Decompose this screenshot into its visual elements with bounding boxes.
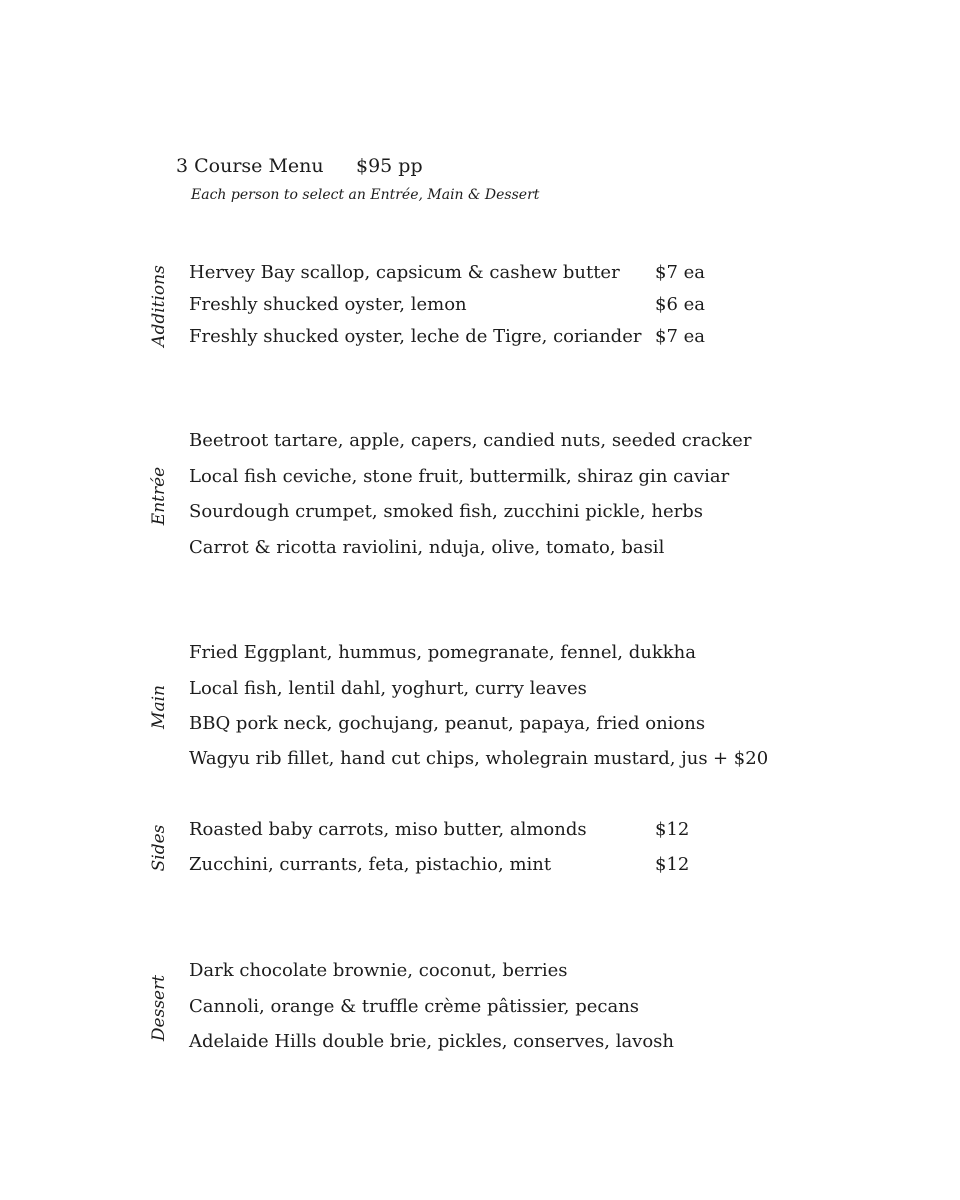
- menu-item: Local fish ceviche, stone fruit, buttermilk, shiraz gin caviar: [189, 466, 730, 487]
- menu-item: Wagyu rib fillet, hand cut chips, wholegrain mustard, jus: [189, 748, 708, 769]
- menu-item: Local fish, lentil dahl, yoghurt, curry leaves: [189, 678, 587, 699]
- menu-item: Cannoli, orange & truffle crème pâtissier, pecans: [189, 996, 640, 1017]
- section-label-entree: Entrée: [149, 466, 169, 526]
- menu-title: 3 Course Menu: [176, 155, 324, 177]
- menu-item: Zucchini, currants, feta, pistachio, mint: [189, 854, 552, 875]
- section-label-main: Main: [149, 685, 169, 729]
- menu-item: Dark chocolate brownie, coconut, berries: [189, 960, 568, 981]
- item-price: $7 ea: [655, 262, 706, 283]
- item-price: $6 ea: [655, 294, 706, 315]
- menu-item: BBQ pork neck, gochujang, peanut, papaya, fried onions: [189, 713, 706, 734]
- menu-item: Freshly shucked oyster, leche de Tigre, coriander: [189, 326, 642, 347]
- menu-item: Fried Eggplant, hummus, pomegranate, fennel, dukkha: [189, 642, 697, 663]
- section-label-sides: Sides: [149, 824, 169, 872]
- menu-price: $95 pp: [356, 155, 423, 177]
- menu-item: Beetroot tartare, apple, capers, candied nuts, seeded cracker: [189, 430, 752, 451]
- item-price: $7 ea: [655, 326, 706, 347]
- item-surcharge: + $20: [713, 748, 769, 769]
- item-price: $12: [655, 819, 690, 840]
- menu-item: Carrot & ricotta raviolini, nduja, olive, tomato, basil: [189, 537, 665, 558]
- item-price: $12: [655, 854, 690, 875]
- section-label-dessert: Dessert: [149, 974, 169, 1042]
- menu-item: Roasted baby carrots, miso butter, almonds: [189, 819, 587, 840]
- menu-item: Adelaide Hills double brie, pickles, conserves, lavosh: [189, 1031, 675, 1052]
- menu-item: Sourdough crumpet, smoked fish, zucchini pickle, herbs: [189, 501, 703, 522]
- menu-note: Each person to select an Entrée, Main & Dessert: [191, 187, 540, 203]
- section-label-additions: Additions: [149, 265, 169, 347]
- menu-item: Hervey Bay scallop, capsicum & cashew butter: [189, 262, 620, 283]
- menu-item: Freshly shucked oyster, lemon: [189, 294, 467, 315]
